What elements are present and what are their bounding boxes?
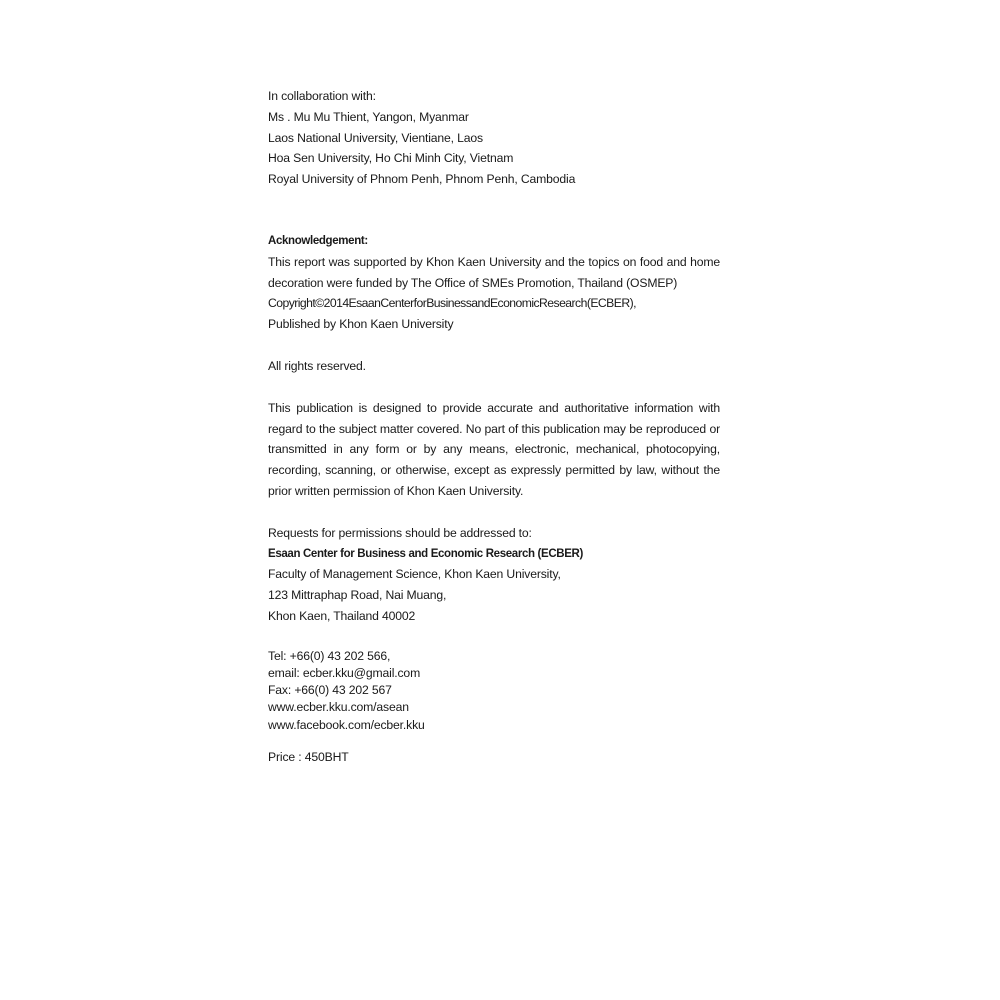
collaboration-section — [268, 86, 720, 190]
contact-facebook: www.facebook.com/ecber.kku — [268, 717, 425, 732]
contact-section — [268, 648, 720, 734]
permissions-section — [268, 523, 720, 627]
partner-item: Laos National University, Vientiane, Laos — [268, 130, 483, 145]
acknowledgement-heading: Acknowledgement: — [268, 234, 368, 247]
partner-item: Ms . Mu Mu Thient, Yangon, Myanmar — [268, 109, 469, 124]
address-line: Khon Kaen, Thailand 40002 — [268, 608, 416, 623]
price-label: Price : 450BHT — [268, 749, 349, 764]
contact-fax: Fax: +66(0) 43 202 567 — [268, 683, 392, 698]
price-section — [268, 747, 720, 768]
publisher-line: Published by Khon Kaen University — [268, 317, 454, 332]
collaboration-heading: In collaboration with: — [268, 89, 376, 103]
address-line: Faculty of Management Science, Khon Kaen University, — [268, 567, 561, 582]
contact-website: www.ecber.kku.com/asean — [268, 700, 409, 715]
partner-item: Royal University of Phnom Penh, Phnom Penh, Cambodia — [268, 172, 576, 187]
disclaimer-text: This publication is designed to provide accurate and authoritative information with regard to the subject matter covered. No part of this publication may be reproduced or transmitted in any form or by any means, electronic, mechanical, photocopying, recording, scanning, or otherwise, except as expressly permitted by law, without the prior written permission of Khon Kaen University. — [268, 400, 720, 498]
disclaimer-section — [268, 398, 720, 502]
permissions-intro: Requests for permissions should be addressed to: — [268, 525, 532, 540]
contact-tel: Tel: +66(0) 43 202 566, — [268, 648, 391, 663]
contact-email: email: ecber.kku@gmail.com — [268, 665, 421, 680]
address-line: 123 Mittraphap Road, Nai Muang, — [268, 588, 447, 603]
partner-item: Hoa Sen University, Ho Chi Minh City, Vietnam — [268, 151, 514, 166]
acknowledgement-section — [268, 231, 720, 335]
organization-name: Esaan Center for Business and Economic Research (ECBER) — [268, 547, 583, 560]
acknowledgement-body: This report was supported by Khon Kaen University and the topics on food and home decoration were funded by The Office of SMEs Promotion, Thailand (OSMEP) — [268, 254, 720, 290]
copyright-page — [268, 86, 720, 768]
copyright-notice: Copyright©2014EsaanCenterforBusinessandEconomicResearch(ECBER), — [268, 296, 636, 311]
rights-reserved: All rights reserved. — [268, 358, 366, 373]
rights-section — [268, 356, 720, 377]
